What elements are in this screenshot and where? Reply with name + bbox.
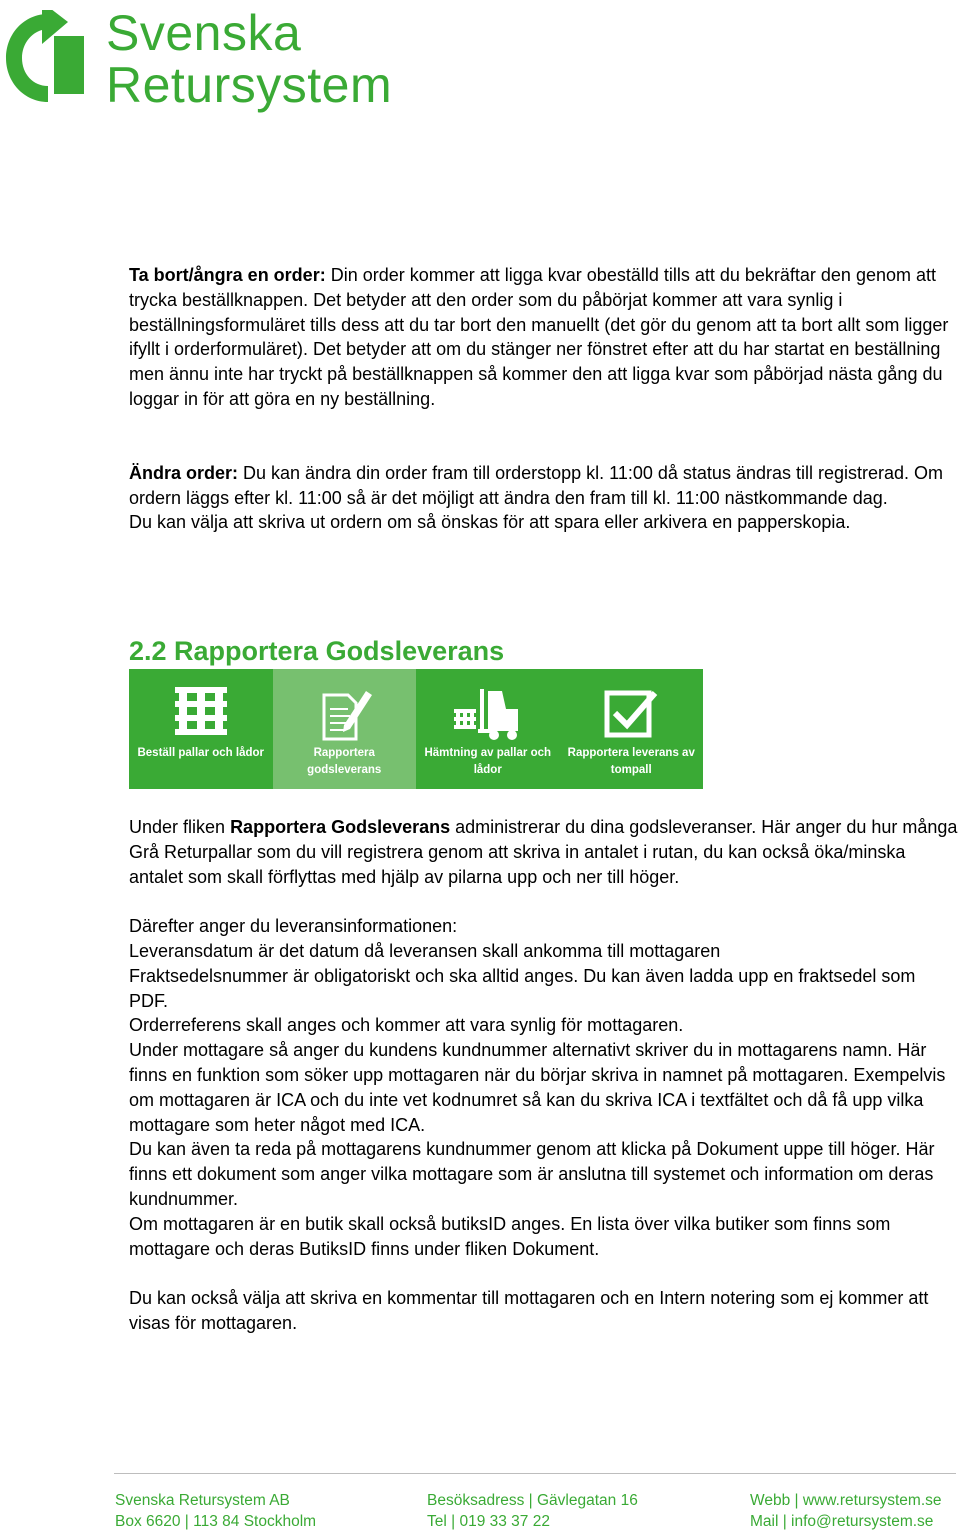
print-order-paragraph: Du kan välja att skriva ut ordern om så önskas för att spara eller arkivera en papperskopia. [129,512,851,533]
tab-bar [129,669,703,789]
forklift-icon [452,685,524,741]
intro-post: administrerar du dina godsleveranser. Här anger du hur många Grå Returpallar som du vill registrera genom att skriva in antalet i rutan, du kan också öka/minska antalet som skall förflyttas med hjälp av pilarna upp och ner till höger. [129,817,958,887]
delivery-section [129,815,959,1336]
logo-line-1: Svenska [106,5,302,61]
pallet-icon [173,685,229,737]
tab-label: Rapportera godsleverans [307,747,382,776]
tab-label: Rapportera leverans av tompall [567,747,695,776]
tab-label: Hämtning av pallar och lådor [424,747,552,776]
intro-pre: Under fliken [129,817,231,837]
info-line: Under mottagare så anger du kundens kundnummer alternativt skriver du in mottagarens namn. Här finns en funktion som söker upp mottagaren när du börjar skriva in namnet på mottagaren. Exempelvis om mottagaren är ICA och du inte vet kodnumret så kan du skriva ICA i textfältet och då få upp vilka mottagare som heter något med ICA. [129,1040,946,1135]
info-line: Du kan även ta reda på mottagarens kundnummer genom att klicka på Dokument uppe till höger. Här finns ett dokument som anger vilka mottagare som är anslutna till systemet och information om deras kundnummer. [129,1139,935,1209]
intro-paragraph [129,815,959,889]
tab-pickup[interactable] [416,669,560,789]
document-pen-icon [314,685,374,741]
logo-arrow-icon [2,10,94,110]
footer-postal-address: Box 6620 | 113 84 Stockholm [115,1513,317,1530]
info-line: Orderreferens skall anges och kommer att vara synlig för mottagaren. [129,1015,684,1036]
info-line: Därefter anger du leveransinformationen: [129,916,458,937]
footer-visit [427,1490,638,1532]
change-order-paragraph [129,461,959,511]
remove-order-text: Din order kommer att ligga kvar obeställd tills att du bekräftar den genom att trycka beställknappen. Det betyder att den order som du påbörjat kommer att vara synlig i beställningsformuläret tills dess att du tar bort den manuellt (det gör du genom att ta bort allt som ligger ifyllt i orderformuläret). Det betyder att om du stänger ner fönstret efter att du har startat en beställning men ännu inte har tryckt på beställknappen så kommer den att ligga kvar som påbörjad nästa gång du loggar in för att göra en ny beställning. [129,265,949,409]
intro-bold: Rapportera Godsleverans [230,817,451,837]
remove-order-label: Ta bort/ångra en order: [129,265,326,285]
info-line: Om mottagaren är en butik skall också butiksID anges. En lista över vilka butiker som finns som mottagare och deras ButiksID finns under fliken Dokument. [129,1213,891,1259]
footer-mail-link[interactable]: Mail | info@retursystem.se [750,1513,934,1530]
tab-report-empty-pallet[interactable] [560,669,704,789]
footer-contact [750,1490,942,1532]
tab-label: Beställ pallar och lådor [137,747,265,759]
footer-visit-address: Besöksadress | Gävlegatan 16 [427,1492,638,1509]
change-order-text: Du kan ändra din order fram till orderstopp kl. 11:00 då status ändras till registrerad. Om ordern läggs efter kl. 11:00 så är det möjligt att ändra den fram till kl. 11:00 nästkommande dag. [129,462,944,508]
footer-web-link[interactable]: Webb | www.retursystem.se [750,1492,942,1509]
tab-order-pallets[interactable] [129,669,273,789]
footer-company [115,1490,316,1532]
footer-divider [114,1473,956,1474]
logo-wordmark [106,5,393,113]
footer-company-name: Svenska Retursystem AB [115,1492,290,1509]
logo-line-2: Retursystem [106,57,393,113]
order-section [129,263,959,535]
checkbox-icon [603,685,659,741]
change-order-label: Ändra order: [129,462,239,483]
section-heading: 2.2 Rapportera Godsleverans [129,636,505,666]
info-line: Leveransdatum är det datum då leveransen skall ankomma till mottagaren [129,940,721,961]
company-logo [2,5,422,118]
info-line: Fraktsedelsnummer är obligatoriskt och ska alltid anges. Du kan även ladda upp en fraktsedel som PDF. [129,965,916,1011]
remove-order-paragraph [129,263,959,412]
tab-report-delivery[interactable] [273,669,417,789]
footer-phone: Tel | 019 33 37 22 [427,1513,550,1530]
closing-paragraph: Du kan också välja att skriva en kommentar till mottagaren och en Intern notering som ej kommer att visas för mottagaren. [129,1288,929,1333]
